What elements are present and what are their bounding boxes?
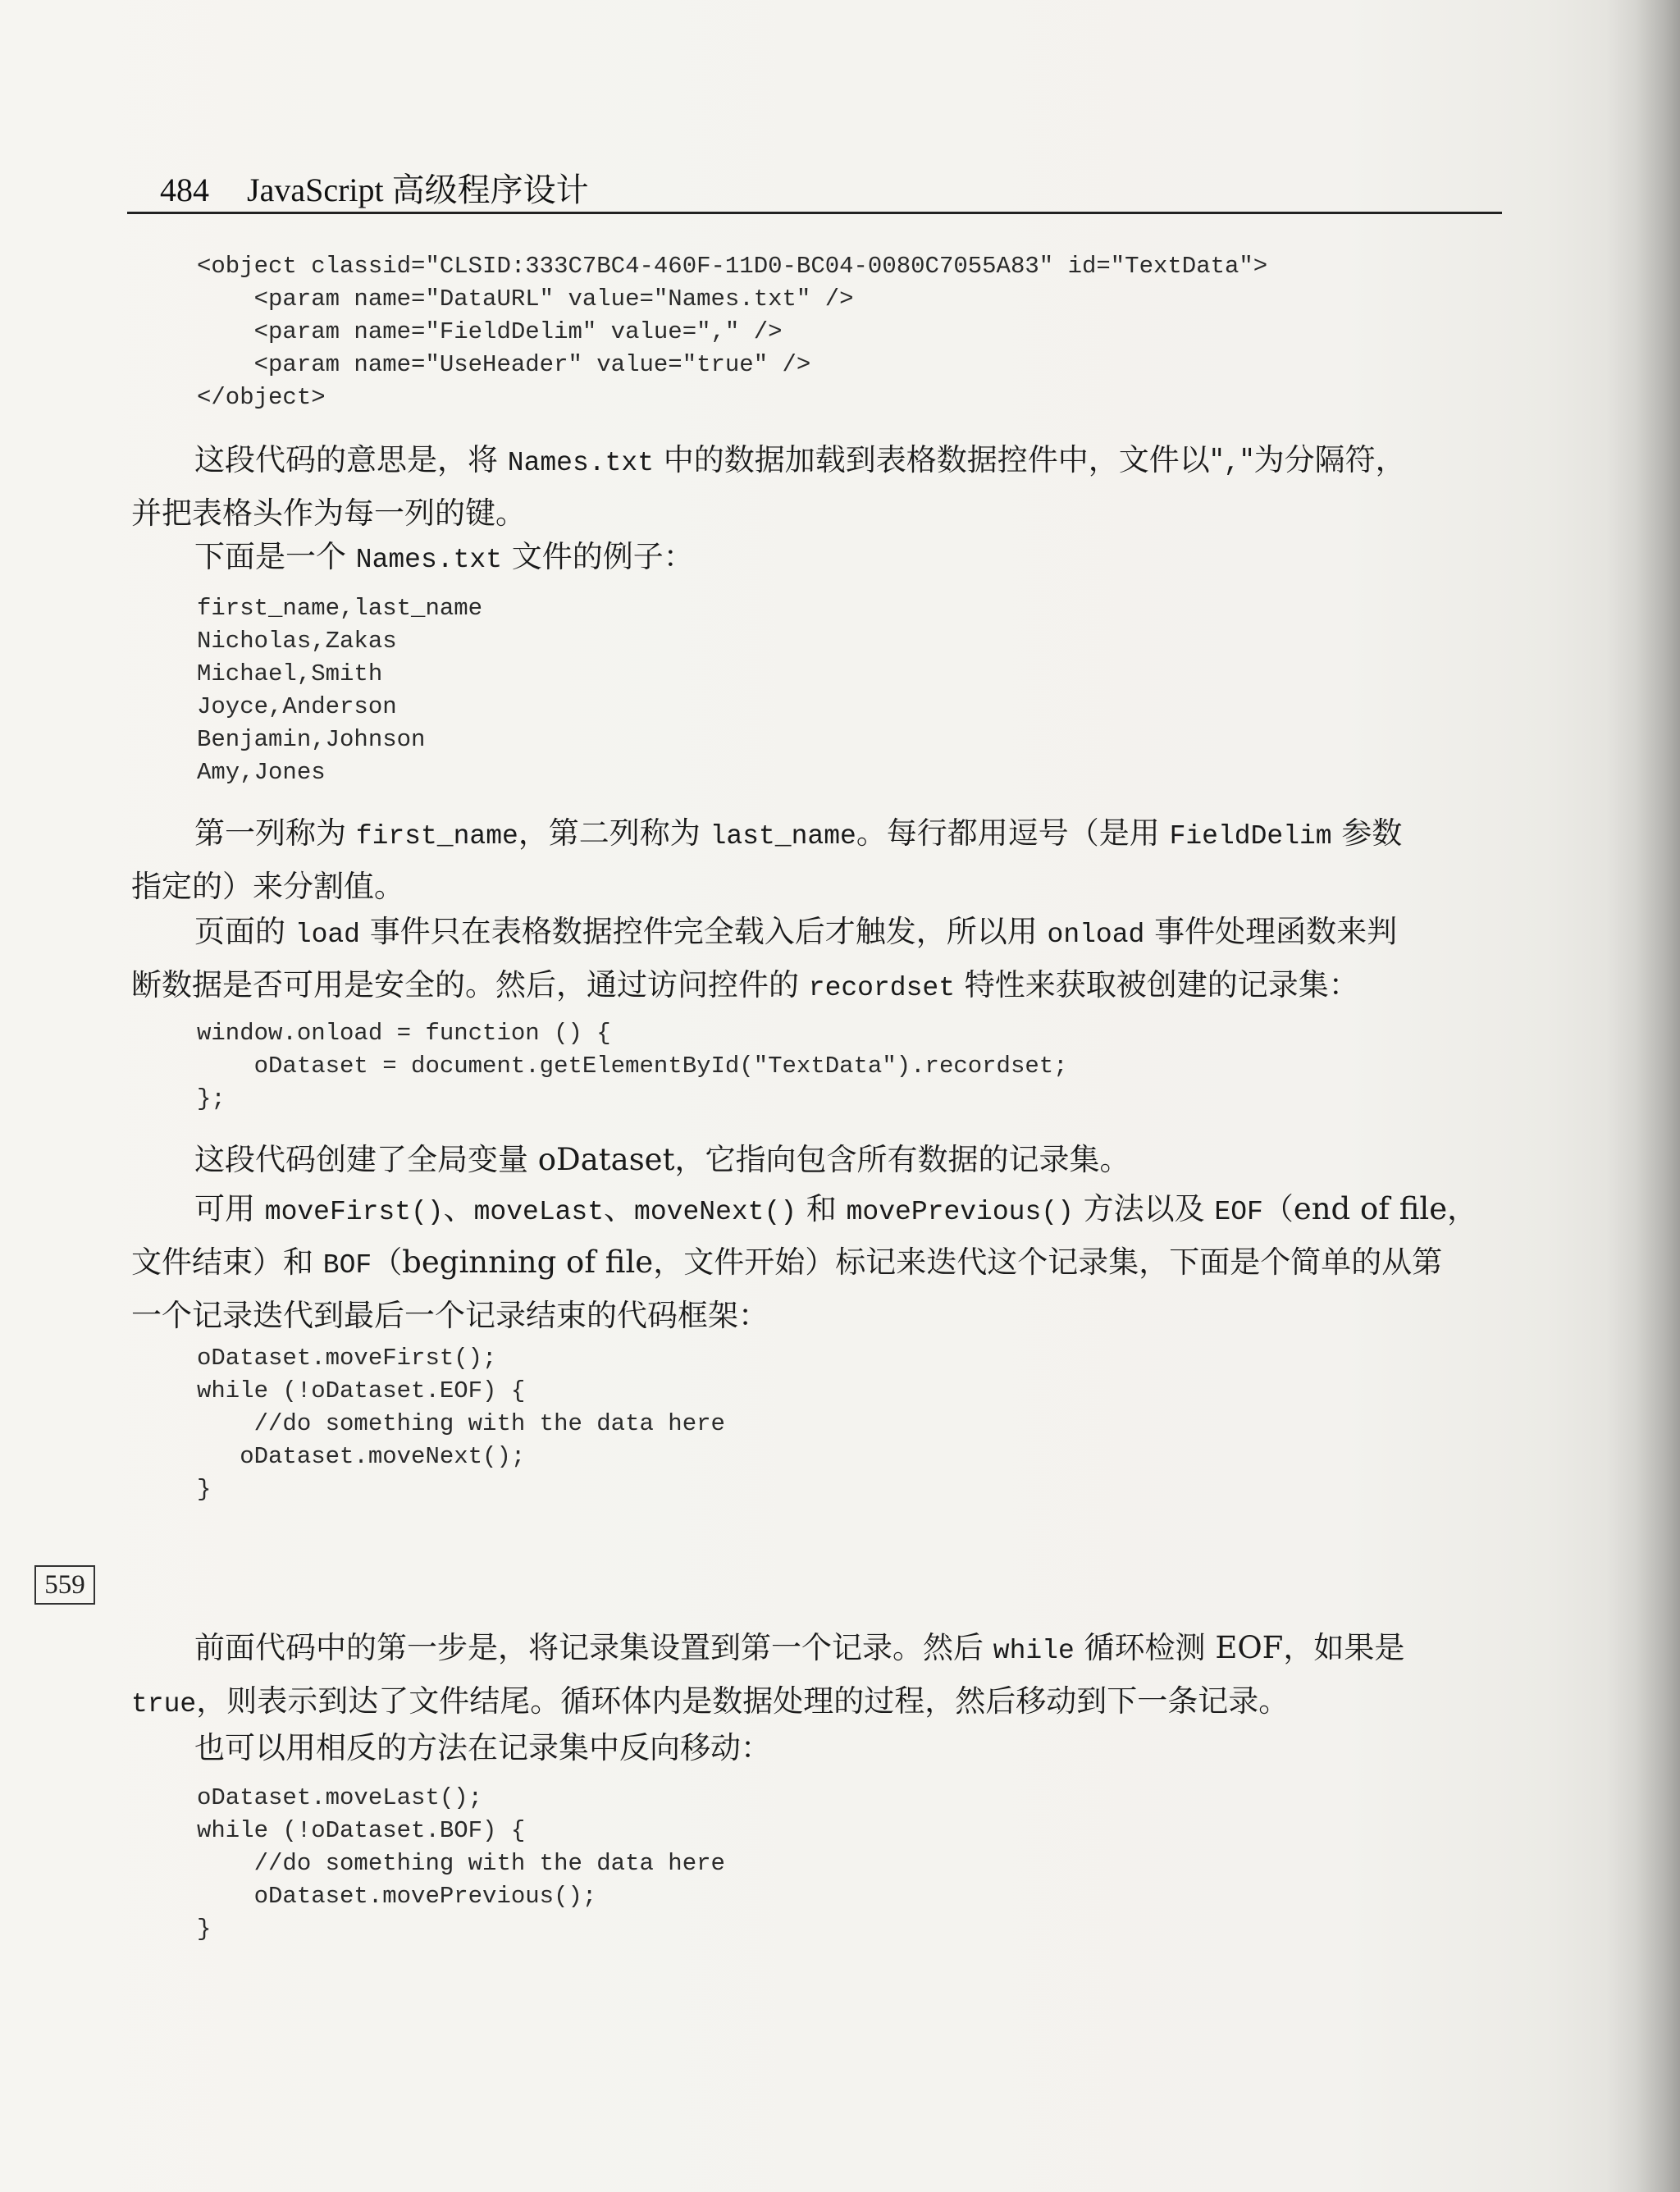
code-line: oDataset.moveNext();: [197, 1443, 526, 1470]
code-line: oDataset.movePrevious();: [197, 1883, 597, 1910]
code-block-onload: [197, 1017, 1068, 1116]
code-line: </object>: [197, 384, 326, 411]
code-block-names-txt: [197, 592, 482, 789]
code-line: };: [197, 1085, 226, 1112]
code-line: oDataset.moveFirst();: [197, 1345, 497, 1372]
code-block-object: [197, 250, 1267, 414]
code-line: oDataset.moveLast();: [197, 1784, 483, 1811]
paragraph-onload: [131, 906, 1509, 1013]
para-line: 可用 moveFirst()、moveLast、moveNext() 和 movePrevious() 方法以及 EOF（end of file，: [194, 1191, 1478, 1227]
code-line: Joyce,Anderson: [197, 693, 397, 720]
code-line: Benjamin,Johnson: [197, 726, 426, 753]
para-line: 断数据是否可用是安全的。然后，通过访问控件的 recordset 特性来获取被创建的记录集：: [131, 967, 1359, 1003]
para-line: 文件结束）和 BOF（beginning of file，文件开始）标记来迭代这个记录集，下面是个简单的从第: [131, 1244, 1443, 1281]
paragraph-example-intro: 下面是一个 Names.txt 文件的例子：: [194, 539, 694, 575]
code-line: window.onload = function () {: [197, 1020, 611, 1047]
code-line: oDataset = document.getElementById("TextData").recordset;: [197, 1053, 1068, 1080]
paragraph-move-methods: [131, 1184, 1509, 1340]
code-line: <param name="UseHeader" value="true" />: [197, 351, 811, 378]
code-line: Michael,Smith: [197, 660, 383, 687]
code-line: Nicholas,Zakas: [197, 628, 397, 655]
para-line: 页面的 load 事件只在表格数据控件完全载入后才触发，所以用 onload 事件处理函数来判: [194, 914, 1398, 950]
para-line: true，则表示到达了文件结尾。循环体内是数据处理的过程，然后移动到下一条记录。: [131, 1683, 1290, 1719]
code-line: <param name="FieldDelim" value="," />: [197, 318, 783, 345]
code-line: //do something with the data here: [197, 1410, 725, 1437]
code-line: Amy,Jones: [197, 759, 326, 786]
code-line: while (!oDataset.BOF) {: [197, 1817, 526, 1844]
para-line: 并把表格头作为每一列的键。: [131, 495, 526, 531]
code-block-backward-iteration: [197, 1782, 725, 1946]
page-curl-shadow: [1606, 0, 1680, 2192]
para-line: 一个记录迭代到最后一个记录结束的代码框架：: [131, 1298, 769, 1333]
code-line: <object classid="CLSID:333C7BC4-460F-11D0-BC04-0080C7055A83" id="TextData">: [197, 253, 1268, 280]
para-line: 指定的）来分割值。: [131, 869, 404, 904]
code-line: <param name="DataURL" value="Names.txt" />: [197, 285, 854, 313]
paragraph-reverse-intro: 也可以用相反的方法在记录集中反向移动：: [194, 1730, 771, 1765]
running-header: [160, 164, 589, 211]
code-line: //do something with the data here: [197, 1850, 725, 1877]
page-number: 484: [160, 171, 209, 208]
code-line: }: [197, 1916, 212, 1943]
code-line: }: [197, 1476, 212, 1503]
code-line: first_name,last_name: [197, 595, 483, 622]
para-line: 前面代码中的第一步是，将记录集设置到第一个记录。然后 while 循环检测 EOF，如果是: [194, 1630, 1405, 1666]
paragraph-columns: [131, 808, 1509, 911]
paragraph-tdc-meaning: [131, 435, 1509, 538]
paragraph-forward-explain: [131, 1623, 1509, 1729]
original-page-reference: 559: [34, 1565, 95, 1605]
para-line: 这段代码的意思是，将 Names.txt 中的数据加载到表格数据控件中，文件以","为分隔符，: [194, 442, 1406, 478]
header-rule: [127, 212, 1502, 214]
book-title: JavaScript 高级程序设计: [247, 171, 589, 208]
paragraph-global-variable: 这段代码创建了全局变量 oDataset，它指向包含所有数据的记录集。: [194, 1142, 1130, 1177]
code-line: while (!oDataset.EOF) {: [197, 1377, 526, 1404]
code-block-forward-iteration: [197, 1342, 725, 1506]
para-line: 第一列称为 first_name，第二列称为 last_name。每行都用逗号（是用 FieldDelim 参数: [194, 815, 1403, 852]
